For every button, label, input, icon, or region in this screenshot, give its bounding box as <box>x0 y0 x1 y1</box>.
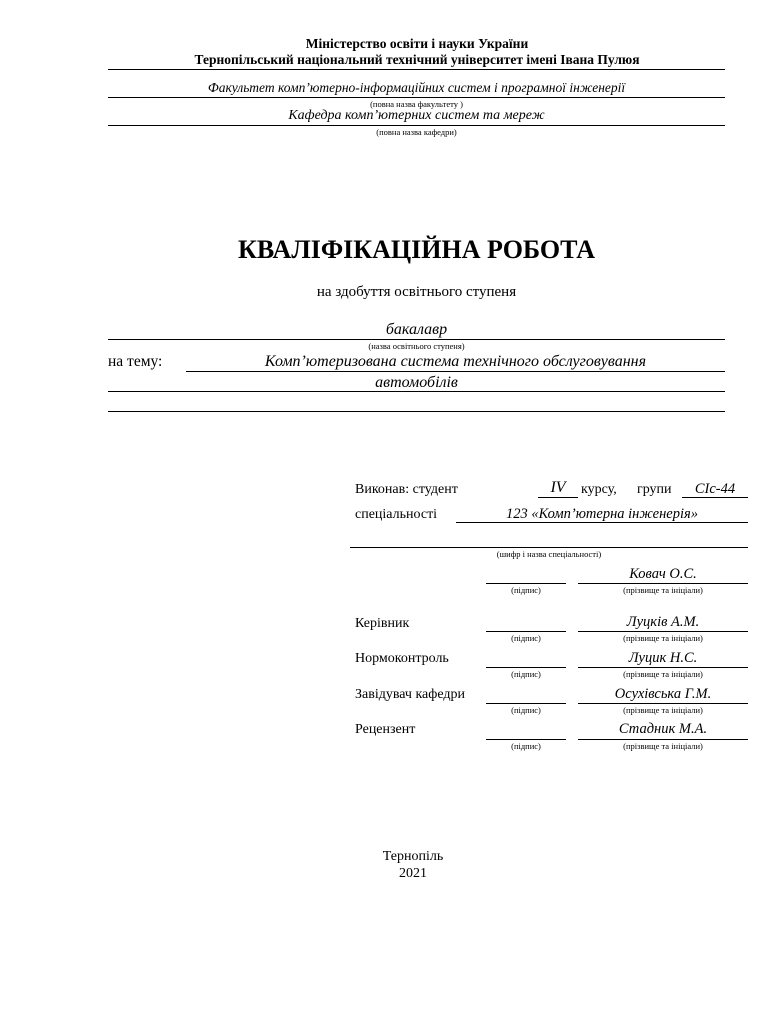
divider-university <box>108 69 725 70</box>
ministry-name: Міністерство освіти і науки України <box>305 36 529 51</box>
course-label: курсу, <box>581 482 617 497</box>
supervisor-signature-line <box>486 631 566 632</box>
group-value: СІс-44 <box>694 481 736 497</box>
degree-caption: (назва освітнього ступеня) <box>368 341 465 351</box>
department-caption: (повна назва кафедри) <box>376 127 457 137</box>
document-title: КВАЛІФІКАЦІЙНА РОБОТА <box>238 235 595 264</box>
degree-underline <box>108 339 725 340</box>
head-of-department-label: Завідувач кафедри <box>355 687 465 702</box>
supervisor-name-line <box>578 631 748 632</box>
faculty-name: Факультет комп’ютерно-інформаційних систем і програмної інженерії <box>207 80 626 95</box>
topic-underline-1 <box>186 371 725 372</box>
signature-caption: (підпис) <box>511 669 541 679</box>
degree-name: бакалавр <box>385 321 448 338</box>
head-of-department-name-line <box>578 703 748 704</box>
course-value: IV <box>550 479 566 496</box>
signature-caption: (підпис) <box>511 633 541 643</box>
specialty-underline-2 <box>350 547 748 548</box>
course-underline <box>538 497 578 498</box>
signature-caption: (підпис) <box>511 585 541 595</box>
normcontrol-label: Нормоконтроль <box>355 651 449 666</box>
signature-caption: (підпис) <box>511 741 541 751</box>
specialty-underline <box>456 522 748 523</box>
name-caption: (прізвище та ініціали) <box>623 585 703 595</box>
faculty-caption: (повна назва факультету ) <box>370 99 463 109</box>
topic-line-2: автомобілів <box>375 374 458 391</box>
department-name: Кафедра комп’ютерних систем та мереж <box>288 108 545 123</box>
reviewer-signature-line <box>486 739 566 740</box>
performed-label: Виконав: студент <box>355 482 458 497</box>
reviewer-label: Рецензент <box>355 722 416 737</box>
head-of-department-name: Осухівська Г.М. <box>614 686 712 702</box>
topic-line-1: Комп’ютеризована система технічного обслуговування <box>264 353 647 370</box>
topic-label: на тему: <box>108 353 163 370</box>
student-signature-line <box>486 583 566 584</box>
name-caption: (прізвище та ініціали) <box>623 633 703 643</box>
city: Тернопіль <box>382 849 444 864</box>
university-name: Тернопільський національний технічний університет імені Івана Пулюя <box>194 52 640 67</box>
topic-underline-2 <box>108 391 725 392</box>
group-underline <box>682 497 748 498</box>
head-of-department-signature-line <box>486 703 566 704</box>
specialty-caption: (шифр і назва спеціальності) <box>496 549 602 559</box>
specialty-value: 123 «Комп’ютерна інженерія» <box>505 506 699 522</box>
supervisor-name: Луцків А.М. <box>626 614 700 630</box>
year: 2021 <box>399 866 427 881</box>
reviewer-name-line <box>578 739 748 740</box>
name-caption: (прізвище та ініціали) <box>623 741 703 751</box>
reviewer-name: Стадник М.А. <box>618 721 708 737</box>
normcontrol-signature-line <box>486 667 566 668</box>
normcontrol-name: Луцик Н.С. <box>628 650 698 666</box>
supervisor-label: Керівник <box>355 616 410 631</box>
name-caption: (прізвище та ініціали) <box>623 705 703 715</box>
faculty-underline <box>108 97 725 98</box>
document-subtitle: на здобуття освітнього ступеня <box>316 284 517 300</box>
student-name-line <box>578 583 748 584</box>
normcontrol-name-line <box>578 667 748 668</box>
department-underline <box>108 125 725 126</box>
student-name: Ковач О.С. <box>629 566 697 582</box>
specialty-label: спеціальності <box>355 507 438 522</box>
group-label: групи <box>637 482 672 497</box>
signature-caption: (підпис) <box>511 705 541 715</box>
name-caption: (прізвище та ініціали) <box>623 669 703 679</box>
topic-underline-3 <box>108 411 725 412</box>
